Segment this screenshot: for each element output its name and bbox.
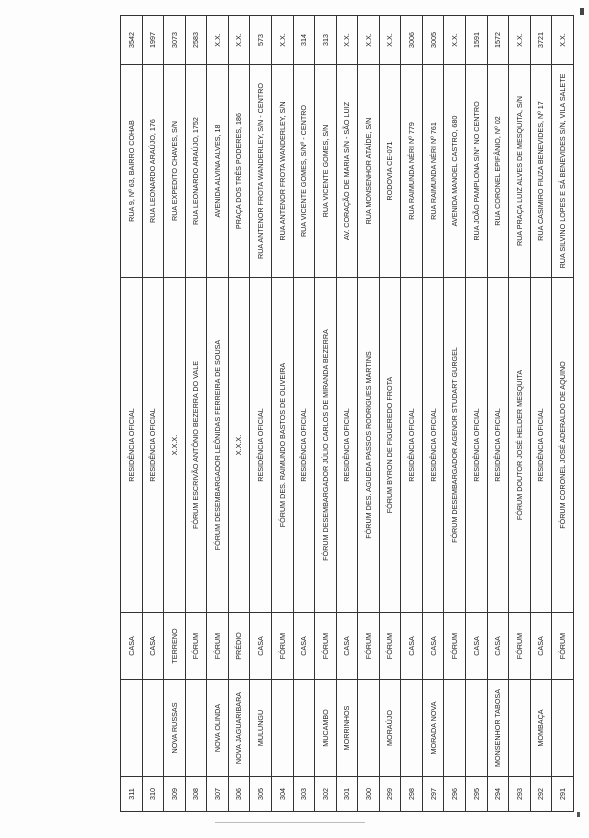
address-cell: AVENIDA ALVINA ALVES, 18	[207, 65, 229, 278]
registration-number-cell: X.X.	[444, 16, 466, 65]
table-row	[422, 16, 444, 812]
table-row	[207, 16, 229, 812]
description-cell: RESIDÊNCIA OFICIAL	[401, 278, 423, 613]
city-cell: MORADA NOVA	[422, 680, 444, 777]
registration-number-cell: X.X.	[358, 16, 380, 65]
property-type-cell: FÓRUM	[358, 613, 380, 680]
city-cell	[552, 680, 574, 777]
city-cell	[444, 680, 466, 777]
row-number: 296	[444, 777, 466, 812]
property-type-cell: FÓRUM	[315, 613, 337, 680]
city-cell: NOVA RUSSAS	[164, 680, 186, 777]
row-number: 311	[121, 777, 143, 812]
registration-number-cell: 314	[293, 16, 315, 65]
table-row	[185, 16, 207, 812]
city-cell: MOMBAÇA	[530, 680, 552, 777]
registration-number-cell: 2583	[185, 16, 207, 65]
scan-artifact-line	[215, 822, 365, 823]
property-type-cell: CASA	[466, 613, 488, 680]
city-cell	[293, 680, 315, 777]
city-cell: MULUNGU	[250, 680, 272, 777]
address-cell: RUA PRAÇA LUIZ ALVES DE MESQUITA, S/N	[509, 65, 531, 278]
address-cell: RUA ANTENOR FROTA WANDERLEY, S/N	[271, 65, 293, 278]
address-cell: RUA CORONEL EPIFÂNIO, Nº 02	[487, 65, 509, 278]
description-cell: X.X.X.	[164, 278, 186, 613]
description-cell: RESIDÊNCIA OFICIAL	[250, 278, 272, 613]
table-row	[358, 16, 380, 812]
city-cell	[121, 680, 143, 777]
row-number: 293	[509, 777, 531, 812]
scan-mark	[577, 812, 580, 817]
address-cell: RODOVIA CE-071	[379, 65, 401, 278]
row-number: 295	[466, 777, 488, 812]
description-cell: FÓRUM DES. RAIMUNDO BASTOS DE OLIVEIRA	[271, 278, 293, 613]
city-cell: NOVA OLINDA	[207, 680, 229, 777]
city-cell: MORRINHOS	[336, 680, 358, 777]
city-cell: NOVA JAGUARIBARA	[228, 680, 250, 777]
registration-number-cell: 3005	[422, 16, 444, 65]
description-cell: RESIDÊNCIA OFICIAL	[121, 278, 143, 613]
table-row	[379, 16, 401, 812]
row-number: 298	[401, 777, 423, 812]
registration-number-cell: X.X.	[336, 16, 358, 65]
table-row	[530, 16, 552, 812]
registration-number-cell: 3542	[121, 16, 143, 65]
property-type-cell: CASA	[487, 613, 509, 680]
table-row	[142, 16, 164, 812]
registration-number-cell: X.X.	[271, 16, 293, 65]
description-cell: RESIDÊNCIA OFICIAL	[422, 278, 444, 613]
table-row	[401, 16, 423, 812]
registration-number-cell: X.X.	[509, 16, 531, 65]
city-cell	[271, 680, 293, 777]
description-cell: X.X.X.	[228, 278, 250, 613]
property-type-cell: CASA	[336, 613, 358, 680]
row-number: 308	[185, 777, 207, 812]
rotated-table-area	[120, 32, 574, 812]
property-table	[120, 15, 574, 812]
address-cell: PRAÇA DOS TRÊS PODERES, 186	[228, 65, 250, 278]
property-type-cell: CASA	[422, 613, 444, 680]
row-number: 294	[487, 777, 509, 812]
registration-number-cell: 1591	[466, 16, 488, 65]
description-cell: RESIDÊNCIA OFICIAL	[487, 278, 509, 613]
description-cell: RESIDÊNCIA OFICIAL	[336, 278, 358, 613]
address-cell: RUA EXPEDITO CHAVES, S/N	[164, 65, 186, 278]
address-cell: RUA RAIMUNDA NÉRI Nº 761	[422, 65, 444, 278]
table-row	[444, 16, 466, 812]
row-number: 307	[207, 777, 229, 812]
description-cell: RESIDÊNCIA OFICIAL	[530, 278, 552, 613]
row-number: 301	[336, 777, 358, 812]
registration-number-cell: X.X.	[207, 16, 229, 65]
description-cell: FÓRUM DESEMBARGADOR JÚLIO CARLOS DE MIRANDA BEZERRA	[315, 278, 337, 613]
table-row	[315, 16, 337, 812]
address-cell: RUA LEONARDO ARAÚJO, 1752	[185, 65, 207, 278]
city-cell	[509, 680, 531, 777]
row-number: 297	[422, 777, 444, 812]
table-row	[336, 16, 358, 812]
property-type-cell: CASA	[401, 613, 423, 680]
address-cell: RUA LEONARDO ARAÚJO, 176	[142, 65, 164, 278]
city-cell	[401, 680, 423, 777]
row-number: 300	[358, 777, 380, 812]
property-type-cell: FÓRUM	[444, 613, 466, 680]
property-type-cell: FÓRUM	[552, 613, 574, 680]
property-type-cell: FÓRUM	[379, 613, 401, 680]
table-row	[487, 16, 509, 812]
address-cell: RUA SILVINO LOPES E SÁ BENEVIDES S/N, VILA SALETE	[552, 65, 574, 278]
row-number: 302	[315, 777, 337, 812]
property-type-cell: PRÉDIO	[228, 613, 250, 680]
description-cell: FÓRUM CORONEL JOSÉ ADERALDO DE AQUINO	[552, 278, 574, 613]
table-row	[552, 16, 574, 812]
address-cell: RUA VICENTE GOMES, S/N	[315, 65, 337, 278]
row-number: 310	[142, 777, 164, 812]
registration-number-cell: 3006	[401, 16, 423, 65]
scan-mark	[580, 8, 584, 15]
city-cell: MONSENHOR TABOSA	[487, 680, 509, 777]
address-cell: RUA MONSENHOR ATAÍDE, S/N	[358, 65, 380, 278]
address-cell: AV. CORAÇÃO DE MARIA S/N - SÃO LUIZ	[336, 65, 358, 278]
property-type-cell: FÓRUM	[509, 613, 531, 680]
registration-number-cell: X.X.	[552, 16, 574, 65]
table-row	[121, 16, 143, 812]
registration-number-cell: 3073	[164, 16, 186, 65]
property-type-cell: CASA	[293, 613, 315, 680]
address-cell: RUA RAIMUNDA NÉRI Nº 779	[401, 65, 423, 278]
registration-number-cell: X.X.	[379, 16, 401, 65]
row-number: 292	[530, 777, 552, 812]
description-cell: FÓRUM BYRON DE FIGUEREDO FROTA	[379, 278, 401, 613]
city-cell	[185, 680, 207, 777]
registration-number-cell: 573	[250, 16, 272, 65]
city-cell	[358, 680, 380, 777]
description-cell: RESIDÊNCIA OFICIAL	[293, 278, 315, 613]
description-cell: FÓRUM DES. AGUEDA PASSOS RODRIGUES MARTINS	[358, 278, 380, 613]
description-cell: FÓRUM DESEMBARGADOR LEÔNIDAS FERREIRA DE SOUSA	[207, 278, 229, 613]
table-row	[293, 16, 315, 812]
address-cell: RUA JOÃO PAMPLONA S/N° NO CENTRO	[466, 65, 488, 278]
table-row	[509, 16, 531, 812]
address-cell: RUA 9, Nº 63, BAIRRO COHAB	[121, 65, 143, 278]
row-number: 305	[250, 777, 272, 812]
property-type-cell: FÓRUM	[207, 613, 229, 680]
row-number: 291	[552, 777, 574, 812]
description-cell: RESIDÊNCIA OFICIAL	[142, 278, 164, 613]
city-cell: MORAÚJO	[379, 680, 401, 777]
table-row	[271, 16, 293, 812]
table-row	[228, 16, 250, 812]
row-number: 306	[228, 777, 250, 812]
row-number: 309	[164, 777, 186, 812]
registration-number-cell: 313	[315, 16, 337, 65]
property-type-cell: CASA	[142, 613, 164, 680]
address-cell: RUA VICENTE GOMES, S/Nº - CENTRO	[293, 65, 315, 278]
address-cell: AVENIDA MANOEL CASTRO, 680	[444, 65, 466, 278]
property-type-cell: CASA	[530, 613, 552, 680]
address-cell: RUA ANTENOR FROTA WANDERLEY, S/N - CENTRO	[250, 65, 272, 278]
property-type-cell: CASA	[250, 613, 272, 680]
property-type-cell: TERRENO	[164, 613, 186, 680]
address-cell: RUA CASIMIRO FIUZA BENEVIDES, Nº 17	[530, 65, 552, 278]
registration-number-cell: 1572	[487, 16, 509, 65]
row-number: 303	[293, 777, 315, 812]
description-cell: FÓRUM ESCRIVÃO ANTÔNIO BEZERRA DO VALE	[185, 278, 207, 613]
row-number: 299	[379, 777, 401, 812]
registration-number-cell: 3721	[530, 16, 552, 65]
table-row	[250, 16, 272, 812]
table-row	[466, 16, 488, 812]
registration-number-cell: X.X.	[228, 16, 250, 65]
description-cell: FÓRUM DOUTOR JOSÉ HELDER MESQUITA	[509, 278, 531, 613]
registration-number-cell: 1997	[142, 16, 164, 65]
city-cell: MUCAMBO	[315, 680, 337, 777]
row-number: 304	[271, 777, 293, 812]
property-type-cell: FÓRUM	[185, 613, 207, 680]
property-type-cell: CASA	[121, 613, 143, 680]
city-cell	[142, 680, 164, 777]
property-type-cell: FÓRUM	[271, 613, 293, 680]
description-cell: RESIDÊNCIA OFICIAL	[466, 278, 488, 613]
city-cell	[466, 680, 488, 777]
description-cell: FÓRUM DESEMBARGADOR AGENOR STUDART GURGEL	[444, 278, 466, 613]
table-row	[164, 16, 186, 812]
